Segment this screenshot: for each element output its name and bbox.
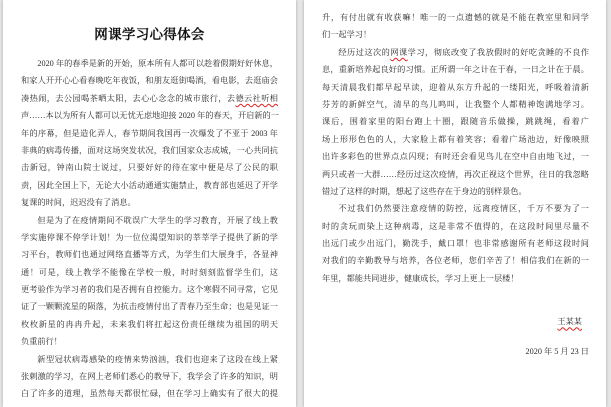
text-line: 和家人开开心心看春晚吃年夜饭，和朋友逛街喝酒，看电影，去逛庙会 bbox=[21, 76, 278, 86]
signature-line bbox=[322, 313, 589, 330]
document-title: 网课学习心得体会 bbox=[94, 27, 205, 42]
text-line: 张刺激的学习，在网上老师们悉心的教导下，我学会了许多的知识，明 bbox=[21, 372, 278, 382]
text-line: 击新冠，钟南山院士说过，只要好好的待在家中便是尽了公民的职 bbox=[21, 163, 278, 173]
text-line: 出许多彩色的世界点点闪现；有时还会看见鸟儿在空中自由地飞过，一 bbox=[322, 152, 589, 162]
text-line: 证了一颗颗流星的陨落，为抗击疫情付出了青春乃至生命；也是见证一 bbox=[21, 302, 278, 312]
spelling-flag[interactable]: 德云社听相 bbox=[235, 93, 278, 103]
text-line: 两只或者一大群……经历过这次疫情，再次正视这个世界，往日的我忽略 bbox=[322, 169, 589, 179]
text-line: 学实施停课不停学计划！为一位位渴望知识的莘莘学子提供了新的学 bbox=[21, 232, 278, 242]
paragraph bbox=[322, 44, 589, 201]
text-line: 每天清晨我们都早起早读，迎着从东方升起的一缕阳光，呼吸着清新 bbox=[322, 82, 589, 92]
text-line: 升，有付出就有收获嘛！唯一的一点遗憾的就是不能在教室里和同学 bbox=[322, 13, 589, 22]
text-line: 复课的时间，迟迟没有了消息。 bbox=[21, 198, 136, 208]
text-line bbox=[322, 44, 589, 61]
text-line: 负重前行！ bbox=[21, 337, 62, 347]
page-body bbox=[322, 9, 589, 361]
text-line: 场上形形色色的人，大家脸上都有着笑容；看着广场池边，好像映照 bbox=[322, 134, 589, 144]
text-line: 声……本以为所有人都可以无忧无虑地迎接 2020 年的春天，开启新的一 bbox=[21, 111, 279, 121]
text-line: 白了许多的道理，虽然每天都很忙碌，但在学习上确实有了很大的提 bbox=[21, 389, 278, 399]
text-line: 出远门或少出远门，勤洗手，戴口罩！也非常感谢所有老师这段时间 bbox=[322, 239, 589, 249]
text-line: 息，重新培养起良好的习惯。正所谓一年之计在于春，一日之计在于晨。 bbox=[322, 65, 589, 75]
text-segment: 经历过这次的 bbox=[338, 47, 391, 57]
text-line: 通！可是，线上教学不能像在学校一般，时时刻刻监督学生们，这 bbox=[21, 267, 278, 277]
paragraph bbox=[21, 351, 278, 403]
page-left[interactable] bbox=[3, 0, 296, 407]
text-line: 非典的病毒传播，面对这场突发状况，我们国家众志成城，一心共同抗 bbox=[21, 145, 278, 155]
page-right[interactable] bbox=[304, 0, 606, 407]
paragraph bbox=[21, 212, 278, 351]
text-line: 错过了这样的时期，想起了这些存在于身边的别样景色。 bbox=[322, 186, 527, 196]
signature[interactable]: 王某某 bbox=[557, 317, 582, 327]
text-line: 时的贪玩而染上这种病毒，这是非常不值得的，在这段时间里尽量不 bbox=[322, 221, 589, 231]
text-line: 不过我们仍然要注意疫情的防控，远离疫情区，千万不要为了一 bbox=[338, 204, 589, 214]
text-line: 芬芳的新鲜空气，清早的鸟儿鸣叫，让我整个人都精神饱满地学习。 bbox=[322, 99, 589, 109]
paragraph bbox=[322, 9, 589, 44]
text-line: 更考验作为学习者的我们是否拥有自控能力。这个寒假不同寻常，它见 bbox=[21, 285, 278, 295]
text-line: 年的序幕，但是造化弄人，春节期间我国再一次爆发了不亚于 2003 年 bbox=[21, 128, 278, 138]
date: 2020 年 5 月 23 日 bbox=[525, 347, 589, 357]
paragraph bbox=[21, 55, 278, 212]
text-line: 年里，都能共同进步，健康成长，学习上更上一层楼！ bbox=[322, 273, 519, 283]
text-line: 枚枚新星的冉冉升起，未来我们将扛起这份责任继续为祖国的明天 bbox=[21, 319, 278, 329]
text-line: 对我们的辛勤教导与培养，各位老师，您们辛苦了！相信我们在新的一 bbox=[322, 256, 589, 266]
text-line bbox=[21, 90, 278, 107]
text-segment: 凑热闹，去公园喝茶晒太阳，去心心念念的城市旅行，去 bbox=[21, 93, 236, 103]
text-line: 们一起学习！ bbox=[322, 30, 372, 40]
text-segment: 学习，彻底改变了我放假时的好吃贪睡的不良作 bbox=[407, 47, 589, 57]
text-line: 责，因此全国上下，无论大小活动通通实施禁止，教育部也延迟了开学 bbox=[21, 180, 278, 190]
paragraph bbox=[322, 200, 589, 287]
text-line: 习平台，教师们也通过网络直播等方式，为学生们大展身手，各显神 bbox=[21, 250, 278, 260]
text-line: 2020 年的春季是新的开始，原本所有人都可以趁着假期好好休息， bbox=[37, 59, 278, 68]
page-body bbox=[21, 25, 278, 403]
spelling-flag[interactable]: 网课 bbox=[390, 47, 408, 57]
text-line: 课后，围着家里的阳台跑上十圈，跟随音乐做操，跳跳绳，看着广 bbox=[322, 117, 589, 127]
text-line: 但是为了在疫情期间不耽误广大学生的学习教育，开展了线上教 bbox=[37, 215, 278, 225]
text-line: 新型冠状病毒感染的疫情来势汹汹，我们也迎来了这段在线上紧 bbox=[37, 354, 278, 364]
